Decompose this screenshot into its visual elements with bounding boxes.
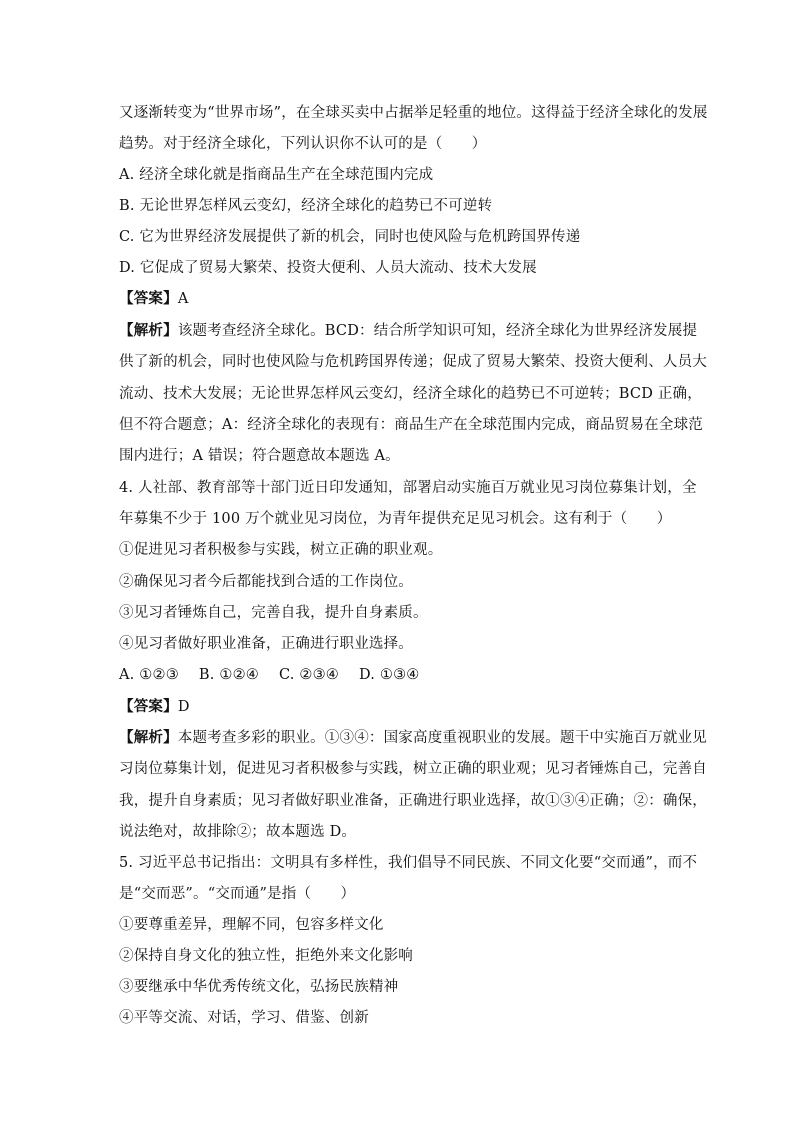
- answer-label: 【答案】: [119, 698, 178, 715]
- q3-analysis-line-4: 但不符合题意；A：经济全球化的表现有：商品生产在全球范围内完成，商品贸易在全球范: [119, 417, 703, 433]
- q5-stem-line-2: 是“交而恶”。“交而通”是指（ ）: [119, 886, 356, 902]
- analysis-label: 【解析】: [119, 322, 178, 339]
- q3-analysis-line-2: 供了新的机会，同时也使风险与危机跨国界传递；促成了贸易大繁荣、投资大便利、人员大: [119, 354, 707, 370]
- q4-analysis-line-3: 我，提升自身素质；见习者做好职业准备，正确进行职业选择，故①③④正确；②：确保，: [119, 793, 707, 809]
- q5-statement-4: ④平等交流、对话，学习、借鉴、创新: [119, 1010, 369, 1026]
- q4-choice-c: C. ②③④: [278, 667, 339, 683]
- q4-stem-line-2: 年募集不少于 100 万个就业见习岗位，为青年提供充足见习机会。这有利于（ ）: [119, 511, 672, 527]
- q4-analysis-line-4: 说法绝对，故排除②；故本题选 D。: [119, 824, 357, 840]
- q4-choice-a: A. ①②③: [119, 667, 179, 683]
- q3-option-b: B. 无论世界怎样风云变幻，经济全球化的趋势已不可逆转: [119, 198, 493, 214]
- q4-answer: [119, 697, 190, 717]
- answer-value: D: [177, 699, 190, 715]
- q5-statement-1: ①要尊重差异，理解不同，包容多样文化: [119, 917, 384, 933]
- q4-statement-4: ④见习者做好职业准备，正确进行职业选择。: [119, 636, 413, 652]
- q4-choices: [119, 665, 420, 685]
- q3-option-a: A. 经济全球化就是指商品生产在全球范围内完成: [119, 167, 434, 183]
- analysis-text: 本题考查多彩的职业。①③④：国家高度重视职业的发展。题干中实施百万就业见: [177, 730, 708, 746]
- q4-analysis-line-2: 习岗位募集计划，促进见习者积极参与实践，树立正确的职业观；见习者锤炼自己，完善自: [119, 761, 707, 777]
- q3-analysis-line-3: 流动、技术大发展；无论世界怎样风云变幻，经济全球化的趋势已不可逆转；BCD 正确，: [119, 386, 702, 402]
- q4-choice-b: B. ①②④: [198, 667, 259, 683]
- q3-stem-line-2: 趋势。对于经济全球化，下列认识你不认可的是（ ）: [119, 136, 487, 152]
- q4-statement-2: ②确保见习者今后都能找到合适的工作岗位。: [119, 574, 413, 590]
- q5-statement-3: ③要继承中华优秀传统文化，弘扬民族精神: [119, 979, 399, 995]
- q3-analysis-line-1: [119, 321, 697, 341]
- q4-choice-d: D. ①③④: [358, 667, 420, 683]
- analysis-text: 该题考查经济全球化。BCD：结合所学知识可知，经济全球化为世界经济发展提: [177, 323, 698, 339]
- q3-option-c: C. 它为世界经济发展提供了新的机会，同时也使风险与危机跨国界传递: [119, 229, 581, 245]
- answer-value: A: [177, 291, 189, 307]
- q3-stem-line-1: 又逐渐转变为“世界市场”，在全球买卖中占据举足轻重的地位。这得益于经济全球化的发展: [119, 105, 708, 121]
- q4-stem-line-1: 4. 人社部、教育部等十部门近日印发通知，部署启动实施百万就业见习岗位募集计划，全: [119, 480, 697, 496]
- q4-statement-3: ③见习者锤炼自己，完善自我，提升自身素质。: [119, 605, 428, 621]
- q3-analysis-line-5: 围内进行；A 错误；符合题意故本题选 A。: [119, 448, 400, 464]
- q3-option-d: D. 它促成了贸易大繁荣、投资大便利、人员大流动、技术大发展: [119, 260, 537, 276]
- q3-answer: [119, 289, 188, 309]
- q4-analysis-line-1: [119, 728, 707, 748]
- analysis-label: 【解析】: [119, 729, 178, 746]
- q5-statement-2: ②保持自身文化的独立性，拒绝外来文化影响: [119, 948, 413, 964]
- q5-stem-line-1: 5. 习近平总书记指出：文明具有多样性，我们倡导不同民族、不同文化要“交而通”，而不: [119, 855, 698, 871]
- q4-statement-1: ①促进见习者积极参与实践，树立正确的职业观。: [119, 542, 443, 558]
- answer-label: 【答案】: [119, 290, 178, 307]
